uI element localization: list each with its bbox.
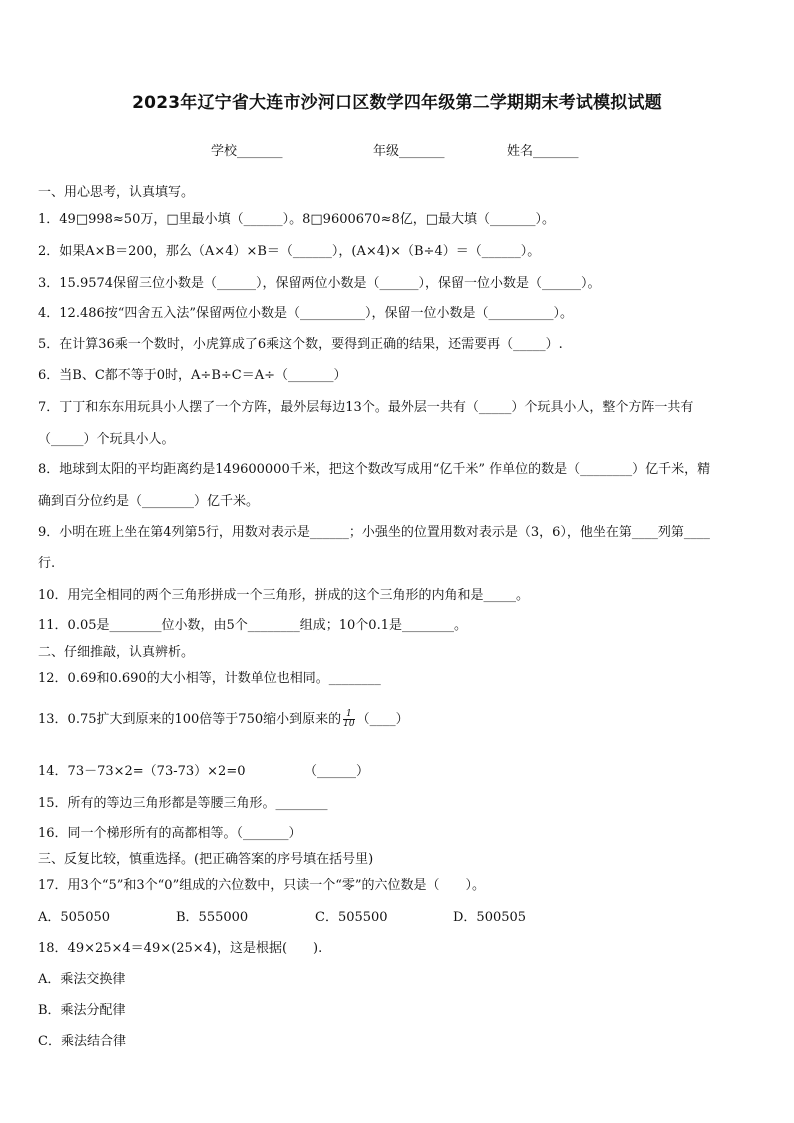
grade-field: 年级_______: [373, 144, 445, 159]
question-9-line-1: 9．小明在班上坐在第4列第5行，用数对表示是______；小强坐的位置用数对表示是（3，6），他坐在第____列第____: [38, 525, 710, 540]
fraction-numerator: 1: [343, 710, 354, 720]
question-18-option-a: A．乘法交换律: [38, 972, 126, 987]
question-7-line-2: （_____）个玩具小人。: [38, 432, 175, 447]
school-field: 学校_______: [211, 144, 283, 159]
question-15: 15．所有的等边三角形都是等腰三角形。________: [38, 796, 328, 811]
question-17-option-d: D．500505: [453, 910, 527, 925]
question-13: [38, 708, 409, 729]
question-12: 12．0.69和0.690的大小相等，计数单位也相同。________: [38, 671, 381, 686]
section-2-heading: 二、仔细推敲，认真辨析。: [38, 645, 195, 660]
question-4: 4．12.486按“四舍五入法”保留两位小数是（__________），保留一位小数是（__________）。: [38, 306, 574, 321]
question-18: 18．49×25×4＝49×(25×4)，这是根据( ).: [38, 941, 323, 956]
question-8-line-2: 确到百分位约是（________）亿千米。: [38, 494, 260, 509]
question-9-line-2: 行.: [38, 556, 56, 571]
question-11: 11．0.05是________位小数，由5个________组成；10个0.1是________。: [38, 618, 467, 633]
question-17-option-c: C．505500: [315, 910, 388, 925]
question-2: 2．如果A×B＝200，那么（A×4）×B＝（______），(A×4)×（B÷4）＝（______）。: [38, 244, 541, 259]
fraction-denominator: 10: [343, 719, 355, 729]
question-7-line-1: 7．丁丁和东东用玩具小人摆了一个方阵，最外层每边13个。最外层一共有（_____）个玩具小人，整个方阵一共有: [38, 400, 694, 415]
question-17: 17．用3个“5”和3个“0”组成的六位数中，只读一个“零”的六位数是（ ）。: [38, 878, 486, 893]
question-17-option-a: A．505050: [38, 910, 111, 925]
question-17-option-b: B．555000: [176, 910, 249, 925]
question-13-blank: （____）: [356, 712, 409, 727]
section-3-heading: 三、反复比较，慎重选择。(把正确答案的序号填在括号里): [38, 852, 374, 867]
question-14: 14．73－73×2=（73-73）×2=0 （______）: [38, 764, 369, 779]
fraction-one-tenth: [343, 710, 354, 729]
question-16: 16．同一个梯形所有的高都相等。（_______）: [38, 826, 302, 841]
question-1: 1．49□998≈50万，□里最小填（______）。8□9600670≈8亿，□最大填（_______）。: [38, 212, 556, 227]
question-18-option-b: B．乘法分配律: [38, 1003, 126, 1018]
question-18-option-c: C．乘法结合律: [38, 1034, 126, 1049]
question-3: 3．15.9574保留三位小数是（______），保留两位小数是（______），保留一位小数是（______）。: [38, 276, 601, 291]
page-title: 2023年辽宁省大连市沙河口区数学四年级第二学期期末考试模拟试题: [132, 93, 662, 113]
question-13-text: 13．0.75扩大到原来的100倍等于750缩小到原来的: [38, 712, 342, 727]
question-8-line-1: 8．地球到太阳的平均距离约是149600000千米，把这个数改写成用“亿千米” 作单位的数是（________）亿千米，精: [38, 462, 711, 477]
section-1-heading: 一、用心思考，认真填写。: [38, 185, 195, 200]
question-10: 10．用完全相同的两个三角形拼成一个三角形，拼成的这个三角形的内角和是_____。: [38, 588, 530, 603]
question-5: 5．在计算36乘一个数时，小虎算成了6乘这个数，要得到正确的结果，还需要再（_____）.: [38, 337, 563, 352]
question-6: 6．当B、C都不等于0时，A÷B÷C＝A÷（_______）: [38, 368, 347, 383]
name-field: 姓名_______: [507, 144, 579, 159]
